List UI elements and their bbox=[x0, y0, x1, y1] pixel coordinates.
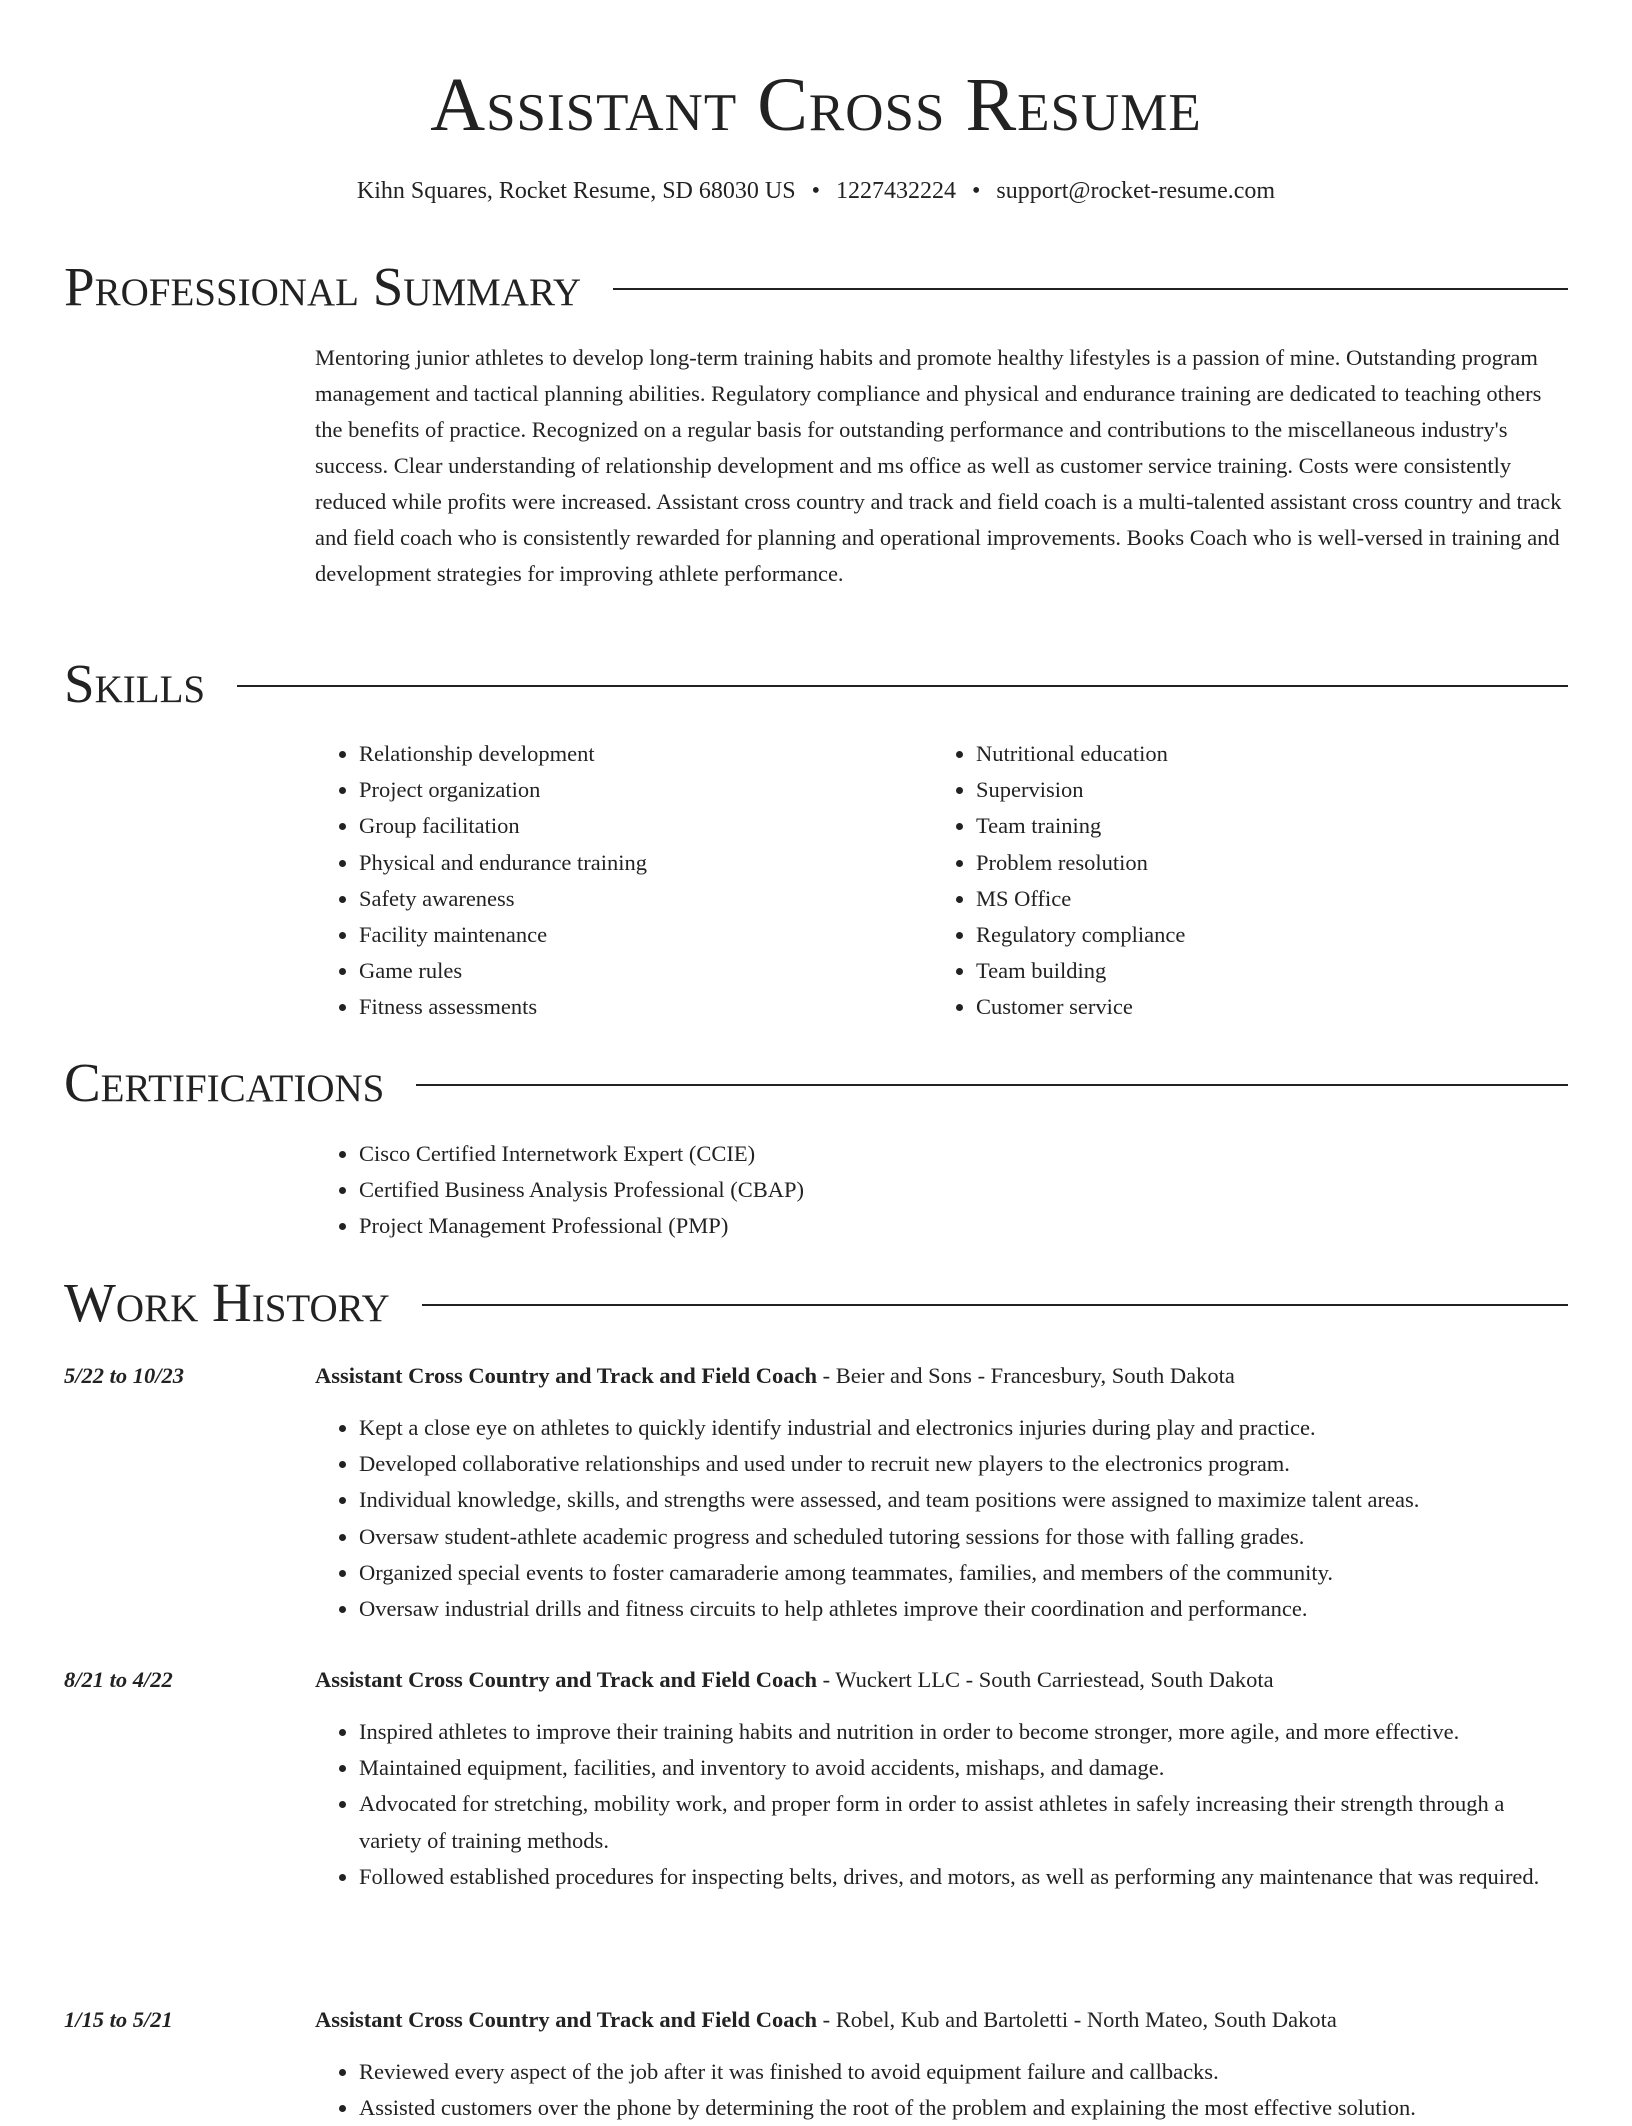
contact-separator: • bbox=[971, 178, 981, 204]
work-history-section-header bbox=[64, 1272, 1568, 1334]
work-history-section-title: Work History bbox=[64, 1272, 390, 1333]
job-duty-item: • Advocated for stretching, mobility work, and proper form in order to assist athletes in safely increasing their strength through a variety of training methods. bbox=[359, 1786, 1568, 1858]
certification-item: • Project Management Professional (PMP) bbox=[359, 1208, 804, 1244]
job-heading bbox=[315, 1358, 1568, 1394]
skill-item: • Relationship development bbox=[359, 736, 915, 772]
summary-section-header bbox=[64, 256, 1568, 318]
job-dates: 1/15 to 5/21 bbox=[64, 2007, 173, 2032]
certifications-section-header bbox=[64, 1052, 1568, 1114]
section-divider bbox=[422, 1304, 1568, 1306]
certifications-list bbox=[315, 1136, 804, 1245]
skill-item: • Team building bbox=[976, 953, 1552, 989]
job-duties bbox=[315, 1714, 1568, 1895]
certifications-section-title: Certifications bbox=[64, 1052, 385, 1113]
job-dates: 5/22 to 10/23 bbox=[64, 1363, 185, 1388]
skill-item: • Nutritional education bbox=[976, 736, 1552, 772]
skill-item: • Project organization bbox=[359, 772, 915, 808]
skills-section-header bbox=[64, 653, 1568, 715]
skill-item: • Physical and endurance training bbox=[359, 845, 915, 881]
job-heading bbox=[315, 1662, 1568, 1698]
job-duty-item: • Kept a close eye on athletes to quickly identify industrial and electronics injuries during play and practice. bbox=[359, 1410, 1568, 1446]
job-duty-item: • Developed collaborative relationships and used under to recruit new players to the electronics program. bbox=[359, 1446, 1568, 1482]
skill-item: • Team training bbox=[976, 808, 1552, 844]
job-title: Assistant Cross Country and Track and Field Coach bbox=[315, 1363, 817, 1388]
skills-section-title: Skills bbox=[64, 653, 206, 714]
job-duty-item: • Oversaw industrial drills and fitness circuits to help athletes improve their coordination and performance. bbox=[359, 1591, 1568, 1627]
skill-item: • Safety awareness bbox=[359, 881, 915, 917]
contact-phone: 1227432224 bbox=[835, 178, 956, 204]
job-duty-item: • Inspired athletes to improve their training habits and nutrition in order to become stronger, more agile, and more effective. bbox=[359, 1714, 1568, 1750]
skill-item: • Regulatory compliance bbox=[976, 917, 1552, 953]
contact-email: support@rocket-resume.com bbox=[996, 178, 1276, 204]
certification-item: • Certified Business Analysis Professional (CBAP) bbox=[359, 1172, 804, 1208]
job-duty-item: • Organized special events to foster camaraderie among teammates, families, and members of the community. bbox=[359, 1555, 1568, 1591]
job-duty-item: • Reviewed every aspect of the job after it was finished to avoid equipment failure and callbacks. bbox=[359, 2054, 1568, 2090]
skill-item: • MS Office bbox=[976, 881, 1552, 917]
skill-item: • Supervision bbox=[976, 772, 1552, 808]
certification-item: • Cisco Certified Internetwork Expert (CCIE) bbox=[359, 1136, 804, 1172]
contact-address: Kihn Squares, Rocket Resume, SD 68030 US bbox=[356, 178, 796, 204]
job-employer-location: - Beier and Sons - Francesbury, South Dakota bbox=[816, 1363, 1235, 1388]
section-divider bbox=[237, 685, 1568, 687]
section-divider bbox=[416, 1084, 1568, 1086]
job-dates: 8/21 to 4/22 bbox=[64, 1667, 173, 1692]
skill-item: • Customer service bbox=[976, 989, 1552, 1025]
skills-column-right bbox=[932, 736, 1552, 1026]
summary-text: Mentoring junior athletes to develop long-term training habits and promote healthy lifestyles is a passion of mine. Outstanding program management and tactical planning abilities. Regulatory compliance and physical and endurance training are dedicated to teaching others the benefits of practice. Recognized on a regular basis for outstanding performance and contributions to the miscellaneous industry's success. Clear understanding of relationship development and ms office as well as customer service training. Costs were consistently reduced while profits were increased. Assistant cross country and track and field coach is a multi-talented assistant cross country and track and field coach who is consistently rewarded for planning and operational improvements. Books Coach who is well-versed in training and development strategies for improving athlete performance. bbox=[315, 345, 1562, 586]
job-duties bbox=[315, 1410, 1568, 1627]
job-duties bbox=[315, 2054, 1568, 2126]
skill-item: • Problem resolution bbox=[976, 845, 1552, 881]
skill-item: • Group facilitation bbox=[359, 808, 915, 844]
contact-line bbox=[0, 174, 1632, 208]
section-divider bbox=[613, 288, 1568, 290]
contact-separator: • bbox=[811, 178, 820, 204]
summary-section-title: Professional Summary bbox=[64, 256, 582, 317]
job-heading bbox=[315, 2002, 1568, 2038]
job-employer-location: - Robel, Kub and Bartoletti - North Mateo, South Dakota bbox=[816, 2007, 1337, 2032]
job-title: Assistant Cross Country and Track and Field Coach bbox=[315, 2007, 817, 2032]
job-duty-item: • Oversaw student-athlete academic progress and scheduled tutoring sessions for those with falling grades. bbox=[359, 1519, 1568, 1555]
job-employer-location: - Wuckert LLC - South Carriestead, South Dakota bbox=[816, 1667, 1274, 1692]
skills-column-left bbox=[315, 736, 915, 1026]
job-title: Assistant Cross Country and Track and Field Coach bbox=[315, 1667, 817, 1692]
skill-item: • Facility maintenance bbox=[359, 917, 915, 953]
resume-name: Assistant Cross Resume bbox=[430, 63, 1202, 147]
skill-item: • Game rules bbox=[359, 953, 915, 989]
job-duty-item: • Individual knowledge, skills, and strengths were assessed, and team positions were assigned to maximize talent areas. bbox=[359, 1482, 1568, 1518]
skill-item: • Fitness assessments bbox=[359, 989, 915, 1025]
job-duty-item: • Assisted customers over the phone by determining the root of the problem and explaining the most effective solution. bbox=[359, 2090, 1568, 2126]
job-duty-item: • Followed established procedures for inspecting belts, drives, and motors, as well as performing any maintenance that was required. bbox=[359, 1859, 1568, 1895]
job-duty-item: • Maintained equipment, facilities, and inventory to avoid accidents, mishaps, and damage. bbox=[359, 1750, 1568, 1786]
